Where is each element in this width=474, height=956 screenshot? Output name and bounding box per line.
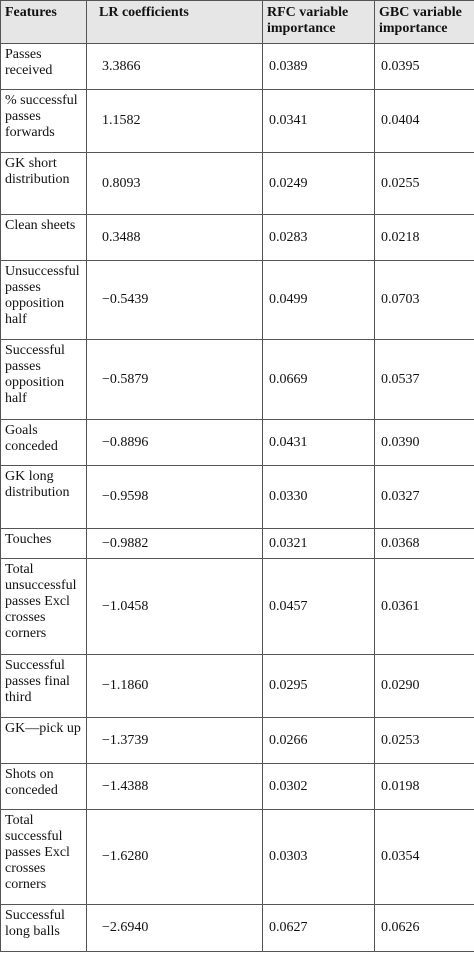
lr-coefficient-cell: 1.1582	[87, 90, 263, 153]
header-features: Features	[1, 1, 87, 44]
lr-coefficient-cell: −1.1860	[87, 655, 263, 718]
gbc-importance-cell: 0.0218	[375, 215, 474, 261]
header-rfc-importance: RFC variable importance	[263, 1, 375, 44]
gbc-importance-cell: 0.0253	[375, 718, 474, 764]
gbc-importance-cell: 0.0703	[375, 261, 474, 340]
rfc-importance-cell: 0.0389	[263, 44, 375, 90]
table-row	[1, 559, 474, 655]
gbc-importance-cell: 0.0290	[375, 655, 474, 718]
table-row	[1, 810, 474, 905]
table-row	[1, 718, 474, 764]
lr-coefficient-cell: 3.3866	[87, 44, 263, 90]
feature-cell: Clean sheets	[1, 215, 87, 261]
gbc-importance-cell: 0.0395	[375, 44, 474, 90]
gbc-importance-cell: 0.0354	[375, 810, 474, 905]
table-row	[1, 153, 474, 215]
lr-coefficient-cell: −1.4388	[87, 764, 263, 810]
gbc-importance-cell: 0.0390	[375, 420, 474, 466]
rfc-importance-cell: 0.0303	[263, 810, 375, 905]
table-body	[1, 44, 474, 952]
feature-cell: Successful long balls	[1, 905, 87, 952]
table-row	[1, 90, 474, 153]
table-row	[1, 466, 474, 529]
feature-cell: Goals conceded	[1, 420, 87, 466]
feature-cell: Touches	[1, 529, 87, 559]
rfc-importance-cell: 0.0302	[263, 764, 375, 810]
rfc-importance-cell: 0.0499	[263, 261, 375, 340]
lr-coefficient-cell: −0.9882	[87, 529, 263, 559]
lr-coefficient-cell: −2.6940	[87, 905, 263, 952]
table-row	[1, 655, 474, 718]
lr-coefficient-cell: 0.3488	[87, 215, 263, 261]
feature-cell: % successful passes forwards	[1, 90, 87, 153]
feature-cell: Passes received	[1, 44, 87, 90]
rfc-importance-cell: 0.0330	[263, 466, 375, 529]
feature-cell: Total successful passes Excl crosses corners	[1, 810, 87, 905]
gbc-importance-cell: 0.0327	[375, 466, 474, 529]
lr-coefficient-cell: −0.5879	[87, 340, 263, 420]
rfc-importance-cell: 0.0431	[263, 420, 375, 466]
gbc-importance-cell: 0.0404	[375, 90, 474, 153]
table-row	[1, 905, 474, 952]
rfc-importance-cell: 0.0457	[263, 559, 375, 655]
gbc-importance-cell: 0.0198	[375, 764, 474, 810]
gbc-importance-cell: 0.0626	[375, 905, 474, 952]
header-gbc-importance: GBC variable importance	[375, 1, 474, 44]
header-lr-coefficients: LR coefficients	[87, 1, 263, 44]
gbc-importance-cell: 0.0368	[375, 529, 474, 559]
table-row	[1, 261, 474, 340]
header-row	[1, 1, 474, 44]
lr-coefficient-cell: −1.0458	[87, 559, 263, 655]
rfc-importance-cell: 0.0321	[263, 529, 375, 559]
feature-cell: Successful passes final third	[1, 655, 87, 718]
gbc-importance-cell: 0.0255	[375, 153, 474, 215]
rfc-importance-cell: 0.0341	[263, 90, 375, 153]
feature-cell: Total unsuccessful passes Excl crosses corners	[1, 559, 87, 655]
lr-coefficient-cell: −0.9598	[87, 466, 263, 529]
feature-cell: Unsuccessful passes opposition half	[1, 261, 87, 340]
table-row	[1, 529, 474, 559]
table-row	[1, 764, 474, 810]
rfc-importance-cell: 0.0266	[263, 718, 375, 764]
feature-cell: GK—pick up	[1, 718, 87, 764]
rfc-importance-cell: 0.0283	[263, 215, 375, 261]
feature-cell: GK short distribution	[1, 153, 87, 215]
lr-coefficient-cell: −1.6280	[87, 810, 263, 905]
rfc-importance-cell: 0.0295	[263, 655, 375, 718]
lr-coefficient-cell: −0.5439	[87, 261, 263, 340]
feature-cell: Shots on conceded	[1, 764, 87, 810]
rfc-importance-cell: 0.0669	[263, 340, 375, 420]
table-row	[1, 340, 474, 420]
table-row	[1, 44, 474, 90]
table-row	[1, 215, 474, 261]
lr-coefficient-cell: 0.8093	[87, 153, 263, 215]
feature-cell: GK long distribution	[1, 466, 87, 529]
table-row	[1, 420, 474, 466]
gbc-importance-cell: 0.0537	[375, 340, 474, 420]
feature-cell: Successful passes opposition half	[1, 340, 87, 420]
rfc-importance-cell: 0.0627	[263, 905, 375, 952]
gbc-importance-cell: 0.0361	[375, 559, 474, 655]
lr-coefficient-cell: −1.3739	[87, 718, 263, 764]
rfc-importance-cell: 0.0249	[263, 153, 375, 215]
lr-coefficient-cell: −0.8896	[87, 420, 263, 466]
